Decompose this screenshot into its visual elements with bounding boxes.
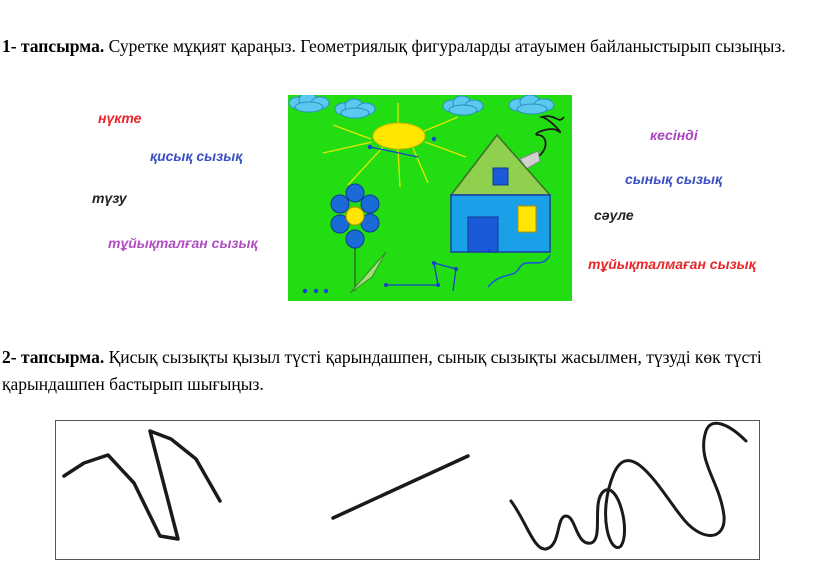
geometry-picture (288, 95, 572, 301)
point-dot (487, 249, 491, 253)
cloud-shape (335, 99, 375, 118)
task2-title: 2- тапсырма. (2, 347, 105, 367)
roof-window (493, 168, 508, 185)
point-dots (303, 289, 328, 293)
label-point[interactable]: нүкте (98, 110, 142, 126)
picture-canvas (288, 95, 572, 301)
straight-line-drawing[interactable] (333, 456, 468, 518)
label-open-line[interactable]: тұйықталмаған сызық (588, 256, 756, 272)
label-straight-line[interactable]: түзу (92, 190, 127, 206)
task1-title: 1- тапсырма. (2, 36, 105, 56)
label-ray[interactable]: сәуле (594, 207, 634, 223)
label-segment[interactable]: кесінді (650, 127, 698, 143)
task2-text: Қисық сызықты қызыл түсті қарындашпен, сынық сызықты жасылмен, түзуді көк түсті қарындашпен бастырып шығыңыз. (2, 347, 762, 394)
label-curved-line[interactable]: қисық сызық (150, 148, 243, 164)
label-closed-line[interactable]: тұйықталған сызық (108, 235, 258, 251)
lines-canvas (56, 421, 758, 558)
cloud-shape (443, 96, 483, 115)
wavy-line (488, 255, 550, 287)
house-window (518, 206, 536, 232)
house-roof (451, 135, 550, 195)
lines-exercise-box (55, 420, 760, 560)
task1-paragraph (2, 33, 802, 60)
label-broken-line[interactable]: сынық сызық (625, 171, 723, 187)
broken-line (386, 263, 456, 291)
task1-text: Суретке мұқият қараңыз. Геометриялық фигураларды атауымен байланыстырып сызыңыз. (108, 36, 786, 56)
curved-line-drawing[interactable] (511, 423, 746, 549)
task2-paragraph (2, 344, 802, 398)
broken-line-points (384, 261, 458, 287)
cloud-shape (289, 95, 329, 112)
smoke-curve (536, 116, 564, 157)
house-door (468, 217, 498, 252)
sun-shape (373, 123, 425, 149)
broken-line-drawing[interactable] (64, 431, 220, 539)
cloud-shape (509, 95, 554, 114)
